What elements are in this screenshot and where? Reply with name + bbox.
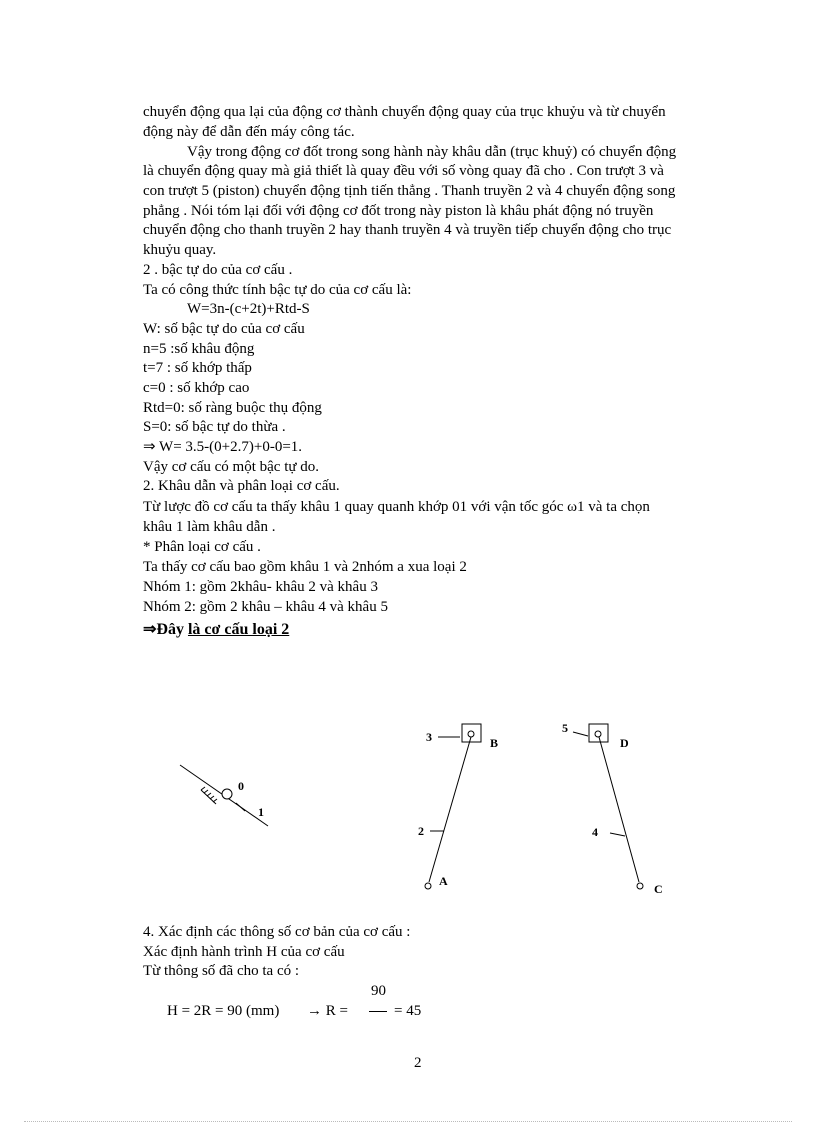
left-slider-crank (418, 724, 498, 889)
section-heading: 4. Xác định các thông số cơ bản của cơ cấu : (143, 924, 411, 940)
paragraph-line: Từ lược đồ cơ cấu ta thấy khâu 1 quay quanh khớp 01 với vận tốc góc ω1 và ta chọn (143, 499, 650, 515)
section-heading: 2 . bậc tự do của cơ cấu . (143, 262, 293, 278)
formula-arrow: → R = (307, 1003, 348, 1019)
label-4: 4 (592, 825, 598, 839)
paragraph-line: Từ thông số đã cho ta có : (143, 963, 300, 979)
paragraph-line: Xác định hành trình H của cơ cấu (143, 944, 345, 960)
conclusion-heading (143, 620, 289, 639)
paragraph-line: Rtd=0: số ràng buộc thụ động (143, 400, 322, 416)
formula-numerator: 90 (371, 983, 386, 999)
paragraph-line: khâu 1 làm khâu dẫn . (143, 519, 276, 535)
right-slider-crank (562, 721, 663, 896)
connecting-rod-4 (599, 737, 639, 882)
paragraph-line: chuyển động qua lại của động cơ thành chuyển động quay của trục khuỷu và từ chuyển (143, 104, 666, 120)
page-number: 2 (414, 1055, 422, 1071)
joint-c-icon (637, 883, 643, 889)
label-0: 0 (238, 779, 244, 793)
pivot-joint-icon (222, 789, 232, 799)
paragraph-line: phẳng . Nói tóm lại đối với động cơ đốt trong này piston là khâu phát động nó truyền (143, 203, 654, 219)
joint-b-icon (468, 731, 474, 737)
mechanism-diagram (0, 700, 816, 910)
paragraph-line: n=5 :số khâu động (143, 341, 255, 357)
paragraph-line: Vậy cơ cấu có một bậc tự do. (143, 459, 320, 475)
label-5: 5 (562, 721, 568, 735)
crank-link (180, 765, 268, 826)
fraction-bar (369, 1011, 387, 1012)
paragraph-line: khuỷu quay. (143, 242, 217, 258)
paragraph-line: t=7 : số khớp thấp (143, 360, 252, 376)
label-2: 2 (418, 824, 424, 838)
page-bottom-rule (24, 1121, 792, 1122)
label-c: C (654, 882, 663, 896)
formula-result: = 45 (394, 1003, 422, 1019)
paragraph-line: chuyển động cho thanh truyền 2 hay thanh truyền 4 và truyền tiếp chuyển động cho trục (143, 222, 672, 238)
formula-line: W=3n-(c+2t)+Rtd-S (187, 301, 310, 317)
paragraph-line: con trượt 5 (piston) chuyển động tịnh tiến thẳng . Thanh truyền 2 và 4 chuyển động song (143, 183, 676, 199)
label-b: B (490, 736, 499, 750)
paragraph-line: W: số bậc tự do của cơ cấu (143, 321, 305, 337)
paragraph-line: Ta có công thức tính bậc tự do của cơ cấu là: (143, 282, 412, 298)
joint-a-icon (425, 883, 431, 889)
formula-left: H = 2R = 90 (mm) (167, 1003, 280, 1019)
paragraph-line: Vậy trong động cơ đốt trong song hành này khâu dẫn (trục khuỷ) có chuyển động (187, 144, 677, 160)
conclusion-text: là cơ cấu loại 2 (187, 621, 290, 638)
label-a: A (439, 874, 448, 888)
paragraph-line: * Phân loại cơ cấu . (143, 539, 261, 555)
joint-d-icon (595, 731, 601, 737)
label-1: 1 (258, 805, 264, 819)
paragraph-line: S=0: số bậc tự do thừa . (143, 419, 286, 435)
paragraph-line: là chuyển động quay mà giả thiết là quay đều với số vòng quay đã cho . Con trượt 3 và (143, 163, 664, 179)
paragraph-line: Nhóm 1: gồm 2khâu- khâu 2 và khâu 3 (143, 579, 378, 595)
paragraph-line: ⇒ W= 3.5-(0+2.7)+0-0=1. (143, 439, 303, 455)
section-heading: 2. Khâu dẫn và phân loại cơ cấu. (143, 478, 340, 494)
label-d: D (620, 736, 629, 750)
implies-arrow: ⇒Đây (143, 621, 184, 638)
paragraph-line: động này để dẫn đến máy công tác. (143, 124, 355, 140)
label-3: 3 (426, 730, 432, 744)
paragraph-line: Ta thấy cơ cấu bao gồm khâu 1 và 2nhóm a xua loại 2 (143, 559, 467, 575)
paragraph-line: c=0 : số khớp cao (143, 380, 250, 396)
connecting-rod-2 (429, 737, 471, 882)
paragraph-line: Nhóm 2: gồm 2 khâu – khâu 4 và khâu 5 (143, 599, 388, 615)
